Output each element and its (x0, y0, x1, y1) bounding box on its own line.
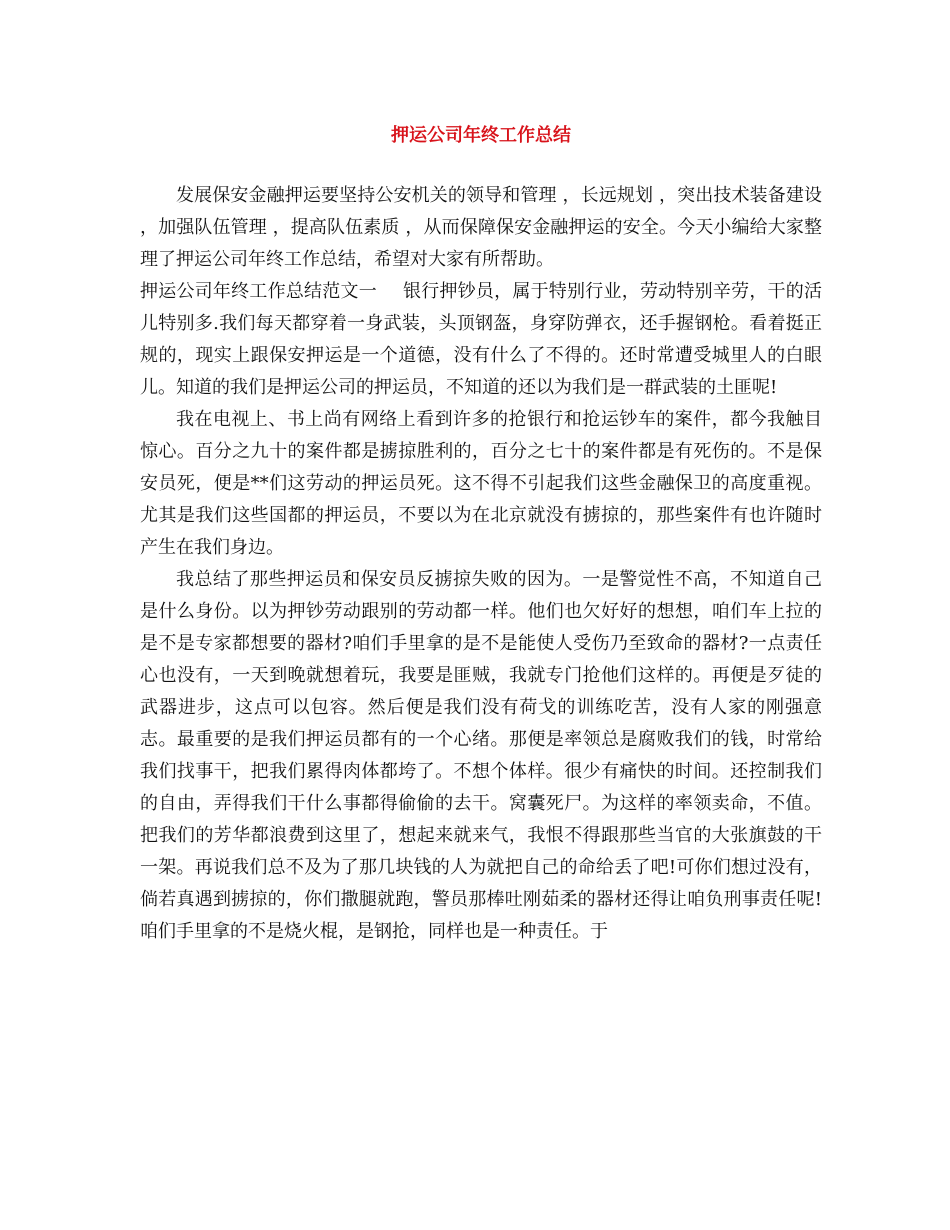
paragraph-three: 我总结了那些押运员和保安员反掳掠失败的因为。一是警觉性不高，不知道自己是什么身份。以为押钞劳动跟别的劳动都一样。他们也欠好好的想想，咱们车上拉的是不是专家都想要的器材?咱们手里拿的是不是能使人受伤乃至致命的器材?一点责任心也没有，一天到晚就想着玩，我要是匪贼，我就专门抢他们这样的。再便是歹徒的武器进步，这点可以包容。然后便是我们没有荷戈的训练吃苦，没有人家的刚强意志。最重要的是我们押运员都有的一个心绪。那便是率领总是腐败我们的钱，时常给我们找事干，把我们累得肉体都垮了。不想个体样。很少有痛快的时间。还控制我们的自由，弄得我们干什么事都得偷偷的去干。窝囊死尸。为这样的率领卖命，不值。把我们的芳华都浪费到这里了，想起来就来气，我恨不得跟那些当官的大张旗鼓的干一架。再说我们总不及为了那几块钱的人为就把自己的命给丢了吧!可你们想过没有，倘若真遇到掳掠的，你们撒腿就跑，警员那棒吐刚茹柔的器材还得让咱负刑事责任呢!咱们手里拿的不是烧火棍，是钢抢，同样也是一种责任。于 (140, 569, 822, 942)
intro-paragraph: 发展保安金融押运要坚持公安机关的领导和管理 ，长远规划 ，突出技术装备建设 ，加强队伍管理 ，提高队伍素质 ，从而保障保安金融押运的安全。今天小编给大家整理了押运公司年终工作总结，希望对大家有所帮助。 (140, 185, 822, 270)
section-title: 押运公司年终工作总结范文一 (140, 281, 377, 302)
section-one-paragraph (140, 276, 822, 404)
section-lead-text: 银行押钞员，属于特别行业，劳动特别辛劳，干的活儿特别多.我们每天都穿着一身武装，头顶钢盔，身穿防弹衣，还手握钢枪。看着挺正规的，现实上跟保安押运是一个道德，没有什么了不得的。还时常遭受城里人的白眼儿。知道的我们是押运公司的押运员，不知道的还以为我们是一群武装的土匪呢! (140, 281, 823, 398)
document-body (140, 180, 822, 948)
document-title: 押运公司年终工作总结 (391, 125, 571, 146)
paragraph-two: 我在电视上、书上尚有网络上看到许多的抢银行和抢运钞车的案件，都今我触目惊心。百分之九十的案件都是掳掠胜利的，百分之七十的案件都是有死伤的。不是保安员死，便是**们这劳动的押运员死。这不得不引起我们这些金融保卫的高度重视。尤其是我们这些国都的押运员，不要以为在北京就没有掳掠的，那些案件有也许随时产生在我们身边。 (140, 409, 822, 558)
